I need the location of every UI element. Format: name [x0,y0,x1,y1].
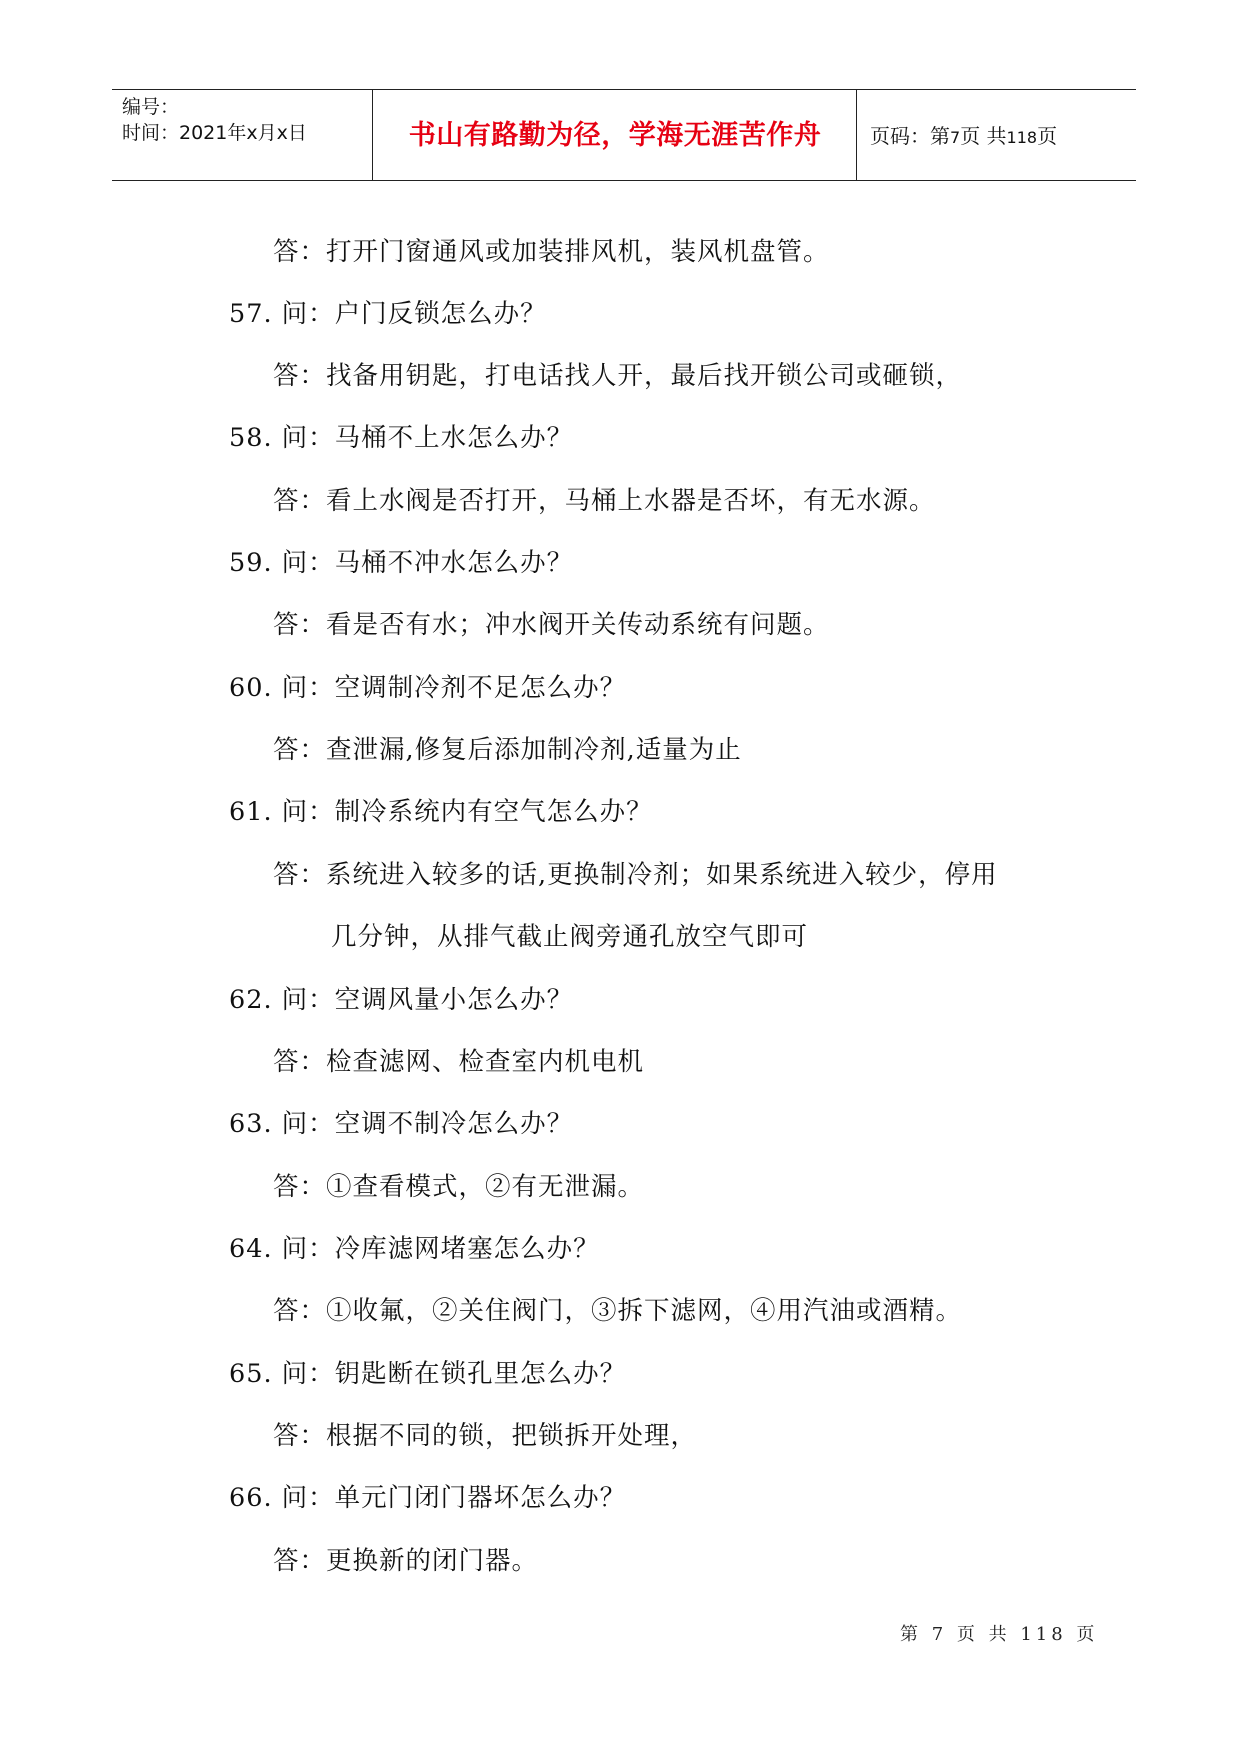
serial-number-label: 编号： [122,96,180,118]
question-line: 65. 问：钥匙断在锁孔里怎么办？ [229,1359,627,1389]
answer-line: 答：系统进入较多的话,更换制冷剂；如果系统进入较少，停用 [273,860,998,890]
answer-line: 答：看上水阀是否打开，马桶上水器是否坏，有无水源。 [273,486,936,516]
page-footer: 第 7 页 共 118 页 [900,1624,1099,1645]
answer-line: 答：查泄漏,修复后添加制冷剂,适量为止 [273,735,742,765]
question-line: 58. 问：马桶不上水怎么办？ [229,423,574,453]
question-line: 62. 问：空调风量小怎么办？ [229,985,574,1015]
header-divider [856,90,857,180]
date-line: 时间：2021年x月x日 [122,122,307,144]
header-motto: 书山有路勤为径，学海无涯苦作舟 [408,120,822,151]
answer-line: 答：根据不同的锁，把锁拆开处理， [273,1421,698,1451]
page-number: 7 [950,128,961,147]
answer-line: 答：①查看模式，②有无泄漏。 [273,1172,645,1202]
page-suffix: 页 [1037,124,1058,148]
question-line: 60. 问：空调制冷剂不足怎么办？ [229,673,627,703]
question-line: 61. 问：制冷系统内有空气怎么办？ [229,797,653,827]
question-line: 64. 问：冷库滤网堵塞怎么办？ [229,1234,600,1264]
answer-line: 答：打开门窗通风或加装排风机，装风机盘管。 [273,237,830,267]
answer-line: 答：看是否有水；冲水阀开关传动系统有问题。 [273,610,830,640]
question-line: 63. 问：空调不制冷怎么办？ [229,1109,574,1139]
answer-continuation: 几分钟，从排气截止阀旁通孔放空气即可 [331,922,809,952]
question-line: 57. 问：户门反锁怎么办？ [229,299,547,329]
answer-line: 答：检查滤网、检查室内机电机 [273,1047,645,1077]
question-line: 59. 问：马桶不冲水怎么办？ [229,548,574,578]
page-prefix: 页码：第 [870,124,950,148]
page-header [112,89,1136,181]
header-page-indicator [870,90,1057,180]
answer-line: 答：找备用钥匙，打电话找人开，最后找开锁公司或砸锁， [273,361,963,391]
answer-line: 答：①收氟，②关住阀门，③拆下滤网，④用汽油或酒精。 [273,1296,963,1326]
question-line: 66. 问：单元门闭门器坏怎么办？ [229,1483,627,1513]
page-total: 118 [1006,128,1038,147]
answer-line: 答：更换新的闭门器。 [273,1546,539,1576]
header-divider [372,90,373,180]
page-mid: 页 共 [960,124,1007,148]
